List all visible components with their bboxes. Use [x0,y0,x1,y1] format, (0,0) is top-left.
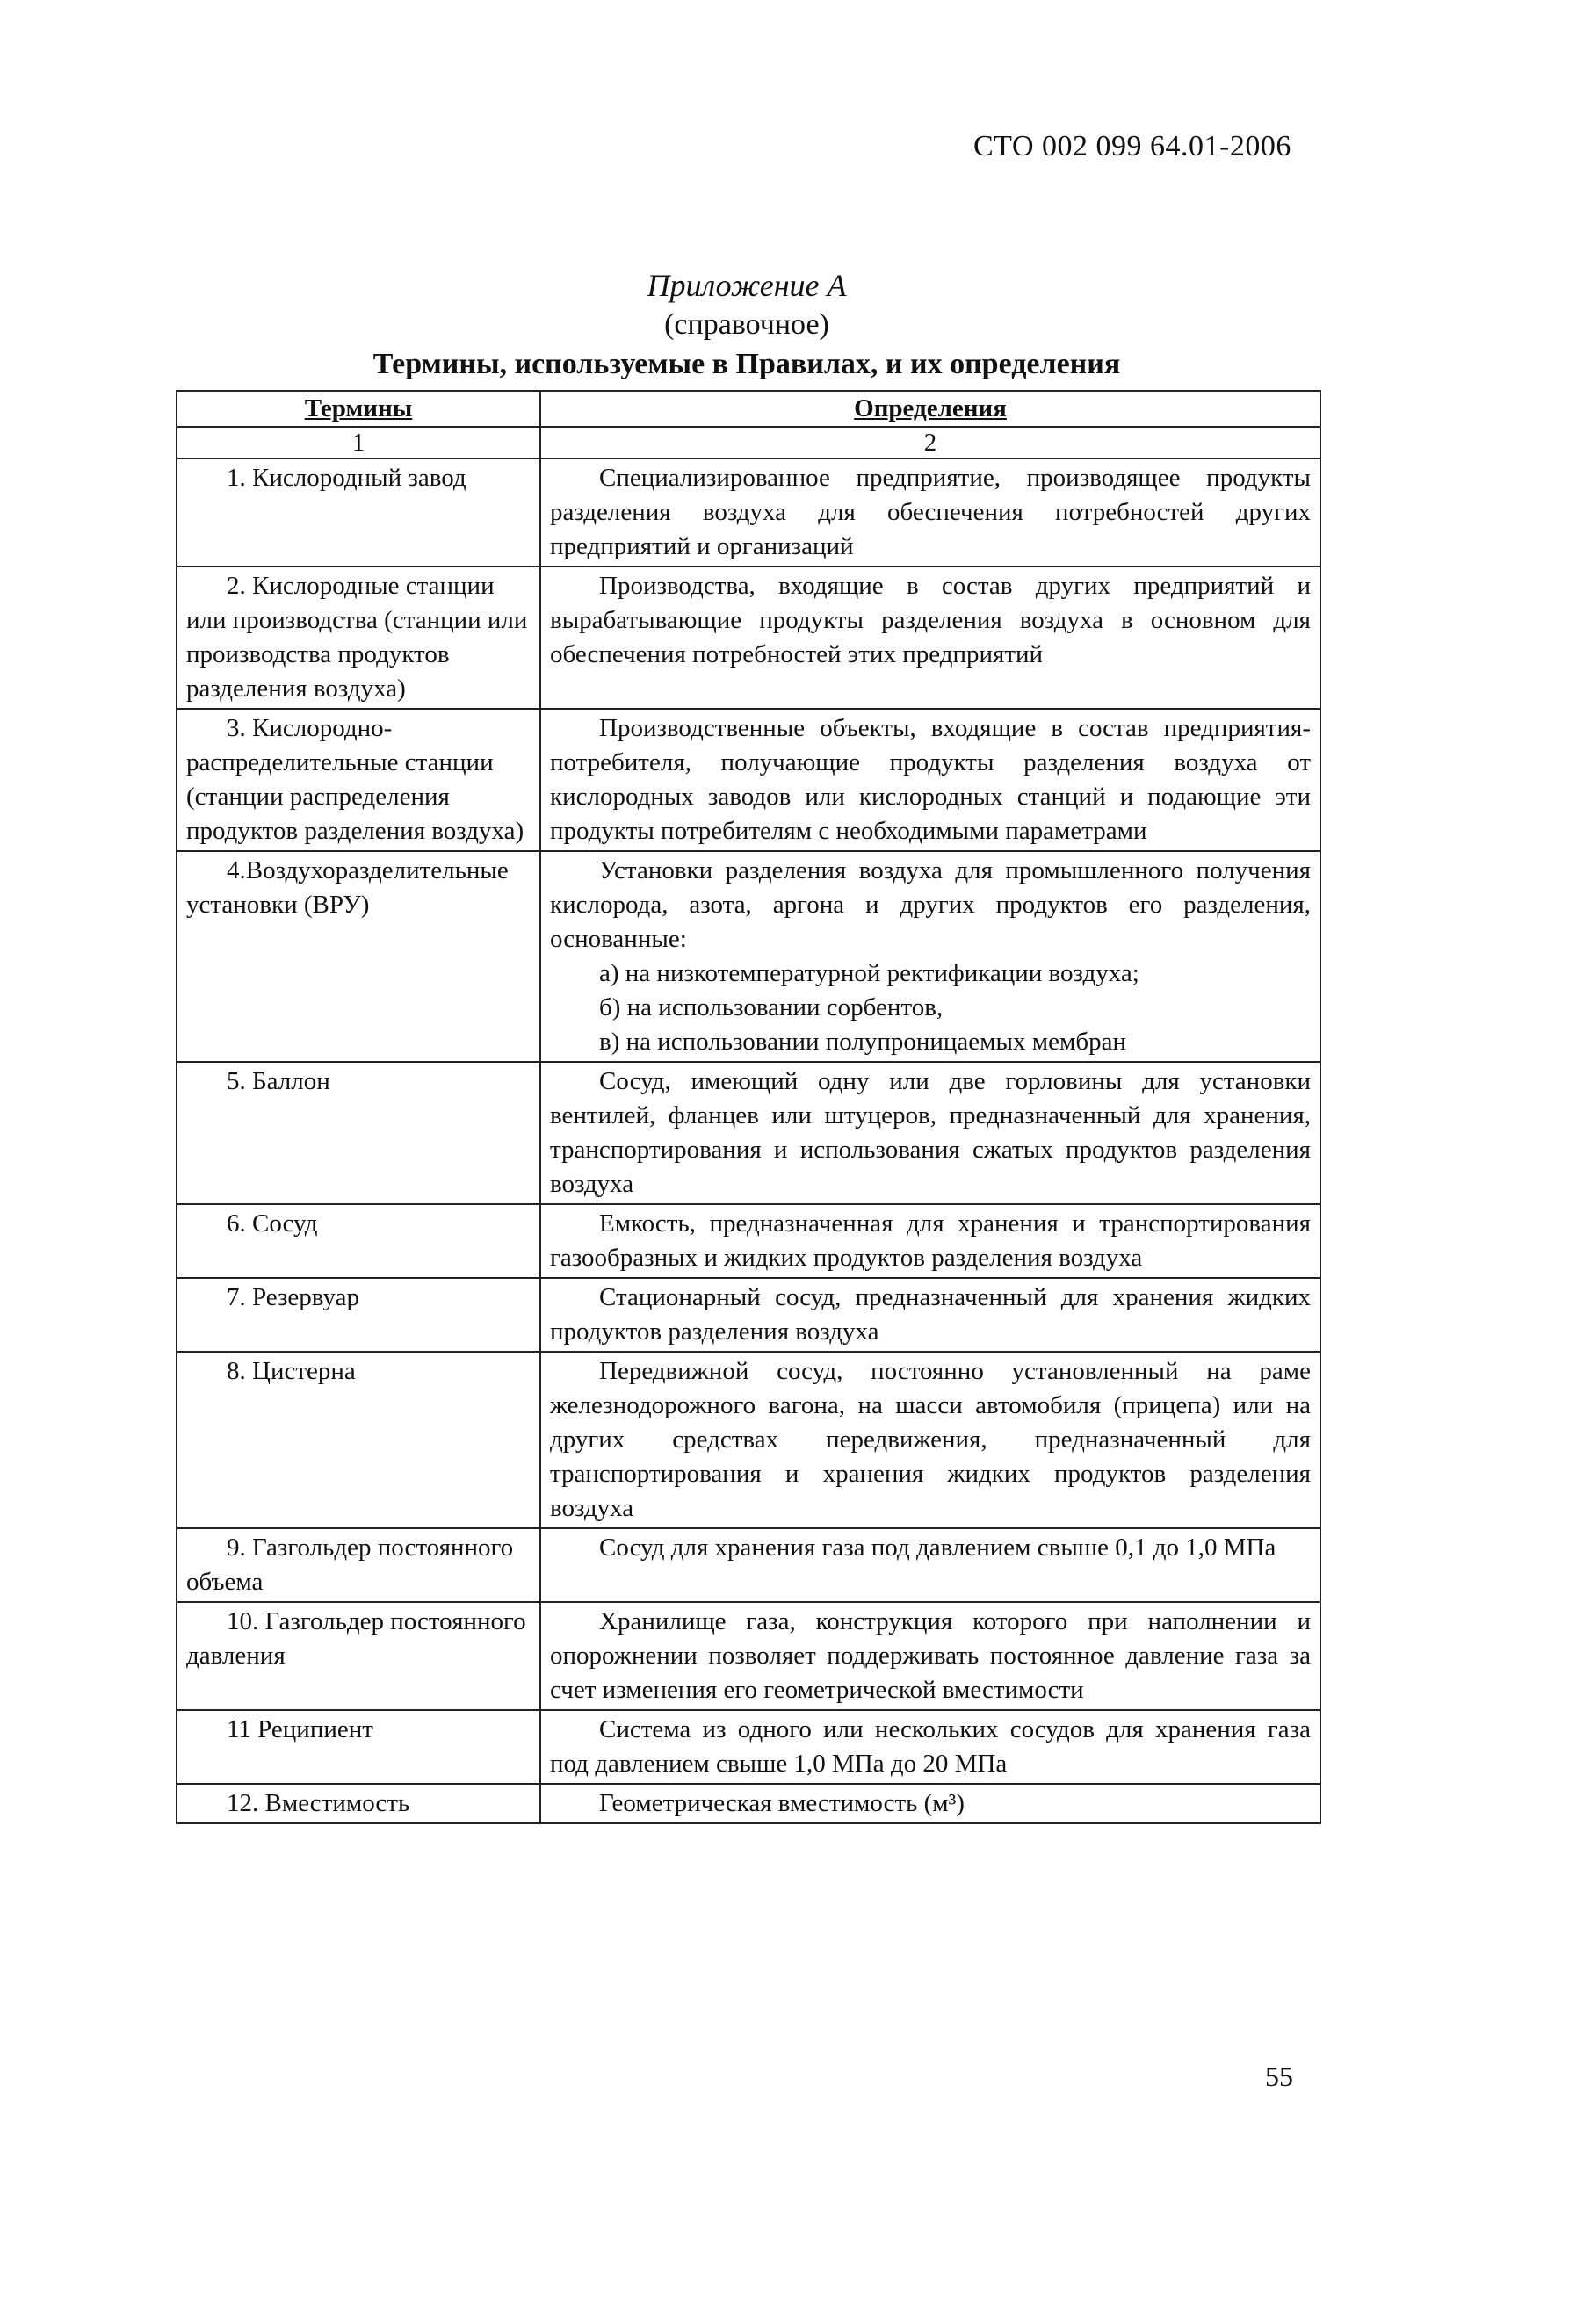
table-row [177,1062,1320,1204]
table-row [177,1352,1320,1528]
definition-list-item: б) на использовании сорбентов, [599,993,944,1021]
definition-text: Сосуд, имеющий одну или две горловины для установки вентилей, фланцев или штуцеров, предназначенный для хранения, транспортирования и использования сжатых продуктов разделения воздуха [550,1067,1311,1198]
definition-list-item: в) на использовании полупроницаемых мембран [599,1028,1126,1056]
definition-text: Сосуд для хранения газа под давлением свыше 0,1 до 1,0 МПа [599,1534,1276,1562]
term-cell [177,1352,540,1528]
table-row [177,458,1320,567]
term-text: 4.Воздухоразделительные установки (ВРУ) [186,856,509,919]
term-cell [177,458,540,567]
header-terms: Термины [177,391,540,427]
appendix-label: Приложение А [647,268,847,303]
table-header-row [177,391,1320,427]
definition-cell [540,1602,1320,1710]
appendix-note: (справочное) [664,308,829,341]
definition-cell [540,1784,1320,1823]
header-definitions: Определения [540,391,1320,427]
definition-text: Специализированное предприятие, производящее продукты разделения воздуха для обеспечения потребностей других предприятий и организаций [550,464,1311,560]
table-row [177,1784,1320,1823]
definition-text: Производственные объекты, входящие в состав предприятия-потребителя, получающие продукты разделения воздуха от кислородных заводов или кислородных станций и подающие эти продукты потребителям с необходимыми параметрами [550,714,1311,845]
document-heading: Термины, используемые в Правилах, и их определения [372,348,1121,380]
definition-cell [540,567,1320,709]
term-text: 12. Вместимость [227,1789,410,1817]
terms-table [176,390,1321,1824]
definition-text: Емкость, предназначенная для хранения и транспортирования газообразных и жидких продуктов разделения воздуха [550,1209,1311,1272]
definition-cell [540,458,1320,567]
definition-cell [540,1352,1320,1528]
term-cell [177,567,540,709]
column-number-2: 2 [540,427,1320,458]
term-cell [177,1062,540,1204]
column-number-row [177,427,1320,458]
table-row [177,851,1320,1062]
term-text: 9. Газгольдер постоянного объема [186,1534,514,1596]
definition-text: Система из одного или нескольких сосудов для хранения газа под давлением свыше 1,0 МПа до 20 МПа [550,1715,1311,1778]
definition-cell [540,1278,1320,1352]
table-row [177,1204,1320,1278]
term-cell [177,851,540,1062]
table-row [177,1710,1320,1784]
term-cell [177,1710,540,1784]
term-text: 3. Кислородно-распределительные станции (станции распределения продуктов разделения воздуха) [186,714,524,845]
term-cell [177,1602,540,1710]
definition-text: Установки разделения воздуха для промышленного получения кислорода, азота, аргона и других продуктов его разделения, основанные: [550,856,1311,953]
definition-cell [540,1710,1320,1784]
definition-text: Стационарный сосуд, предназначенный для хранения жидких продуктов разделения воздуха [550,1283,1311,1346]
term-cell [177,1278,540,1352]
term-text: 8. Цистерна [227,1357,356,1385]
table-row [177,709,1320,851]
definition-cell [540,1528,1320,1602]
table-row [177,567,1320,709]
definition-list-item: а) на низкотемпературной ректификации воздуха; [599,959,1139,987]
definition-text: Производства, входящие в состав других предприятий и вырабатывающие продукты разделения воздуха в основном для обеспечения потребностей этих предприятий [550,572,1311,668]
term-text: 11 Реципиент [227,1715,373,1743]
term-cell [177,709,540,851]
title-block [176,265,1318,385]
term-cell [177,1204,540,1278]
term-text: 10. Газгольдер постоянного давления [186,1607,526,1670]
term-text: 2. Кислородные станции или производства (станции или производства продуктов разделения воздуха) [186,572,528,703]
term-text: 1. Кислородный завод [227,464,466,492]
term-cell [177,1528,540,1602]
definition-cell [540,1204,1320,1278]
table-row [177,1278,1320,1352]
definition-text: Хранилище газа, конструкция которого при наполнении и опорожнении позволяет поддерживать постоянное давление газа за счет изменения его геометрической вместимости [550,1607,1311,1704]
term-cell [177,1784,540,1823]
table-row [177,1528,1320,1602]
page-number: 55 [1265,2061,1293,2092]
table-row [177,1602,1320,1710]
term-text: 6. Сосуд [227,1209,318,1238]
column-number-1: 1 [177,427,540,458]
definition-cell [540,1062,1320,1204]
definition-cell [540,851,1320,1062]
definition-cell [540,709,1320,851]
document-code: СТО 002 099 64.01-2006 [973,130,1291,162]
term-text: 5. Баллон [227,1067,330,1095]
term-text: 7. Резервуар [227,1283,359,1311]
definition-text: Геометрическая вместимость (м³) [599,1789,965,1817]
definition-text: Передвижной сосуд, постоянно установленный на раме железнодорожного вагона, на шасси автомобиля (прицепа) или на других средствах передвижения, предназначенный для транспортирования и хранения жидких продуктов разделения воздуха [550,1357,1311,1522]
